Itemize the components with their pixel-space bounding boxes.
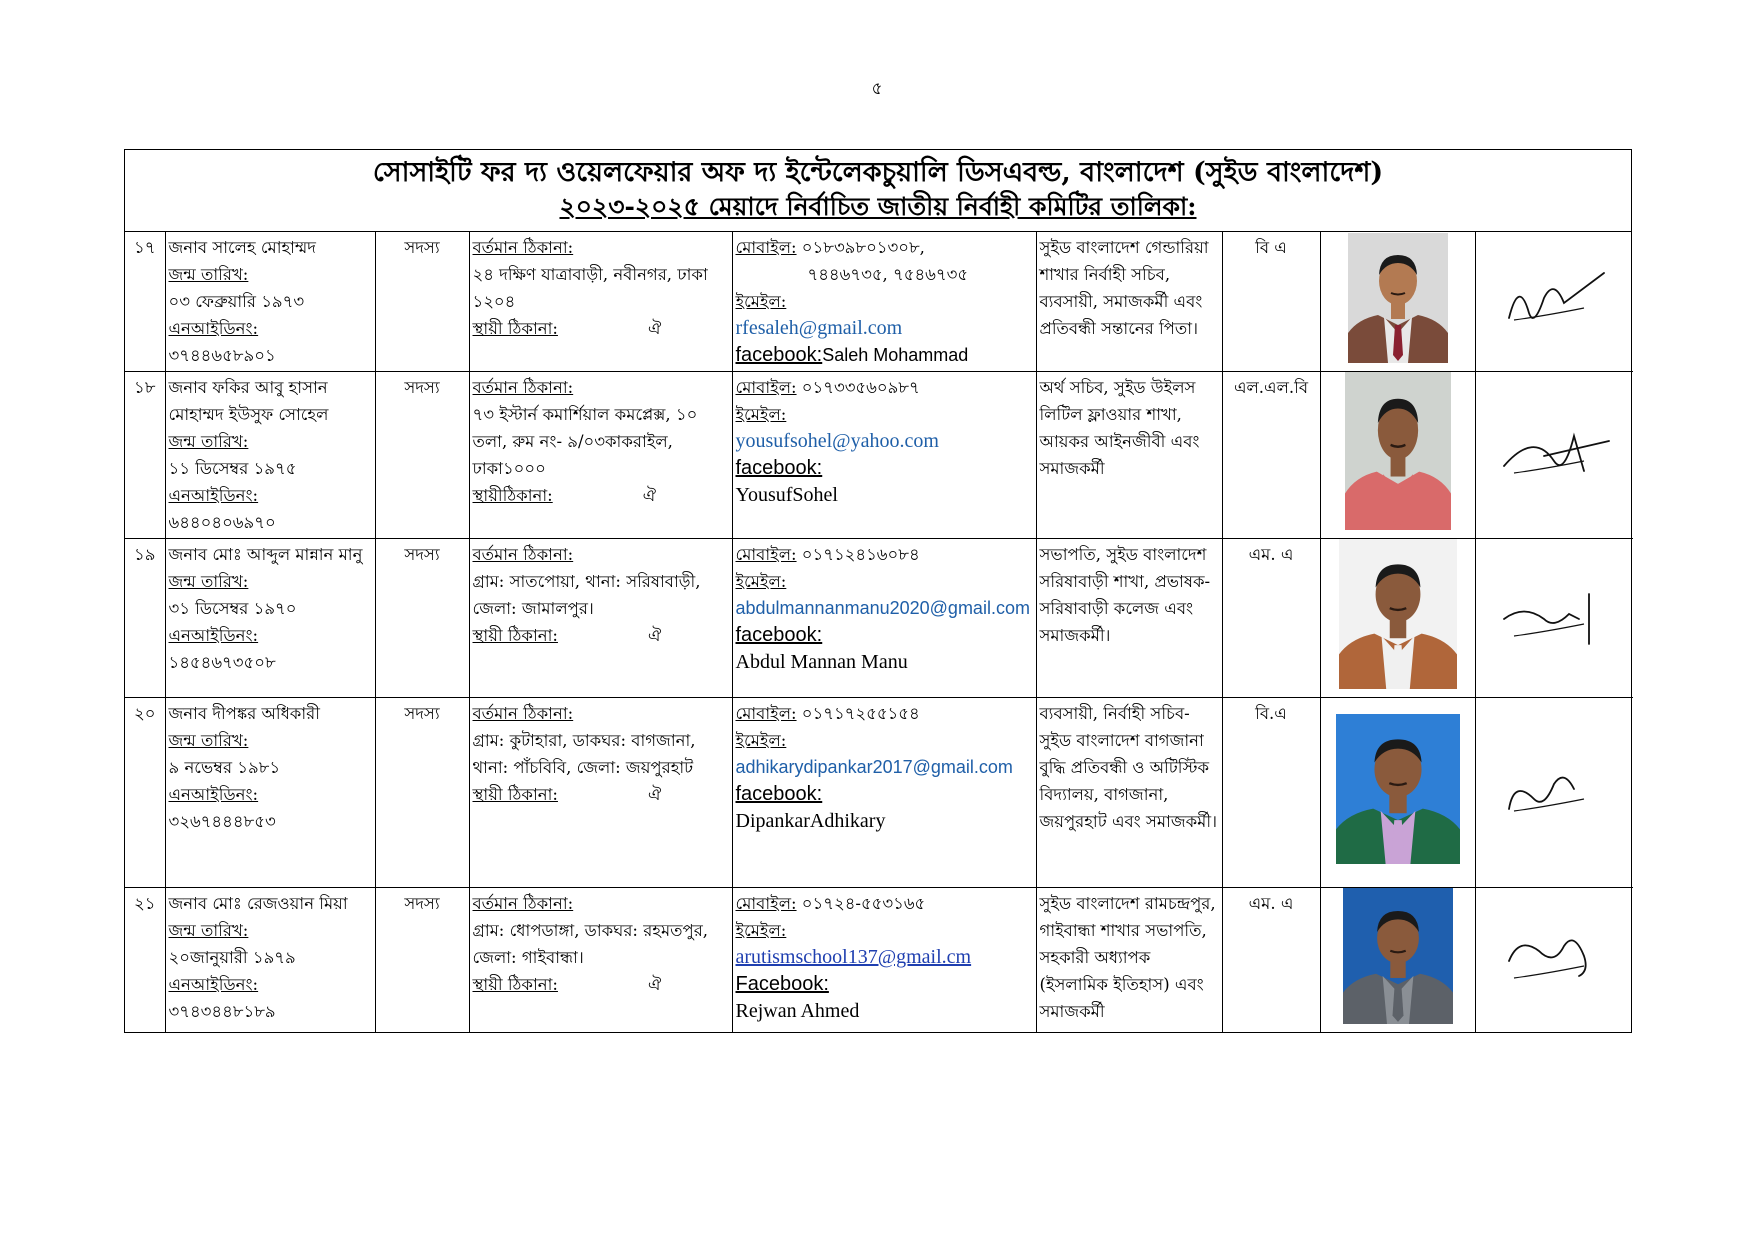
address-cell <box>469 888 732 1033</box>
member-identity-cell <box>165 888 375 1033</box>
facebook-handle: YousufSohel <box>735 484 838 506</box>
email-label: ইমেইল: <box>735 572 787 591</box>
contact-cell <box>732 372 1036 539</box>
table-row <box>125 232 1633 372</box>
mobile-number: ৭৪৪৬৭৩৫, ৭৫৪৬৭৩৫ <box>807 265 969 284</box>
dob-value: ৩১ ডিসেম্বর ১৯৭০ <box>168 599 297 618</box>
committee-subtitle: ২০২৩-২০২৫ মেয়াদে নির্বাচিত জাতীয় নির্বাহী কমিটির তালিকা: <box>559 192 1197 221</box>
present-address-line: ২৪ দক্ষিণ যাত্রাবাড়ী, নবীনগর, ঢাকা <box>472 265 708 284</box>
designation: সুইড বাংলাদেশ রামচন্দ্রপুর, গাইবান্ধা শাখার সভাপতি, সহকারী অধ্যাপক (ইসলামিক ইতিহাস) এবং সমাজকর্মী <box>1036 888 1222 1033</box>
serial-number: ১৮ <box>125 372 165 539</box>
education: এম. এ <box>1222 888 1320 1033</box>
signature-cell <box>1475 698 1633 888</box>
mobile-label: মোবাইল: <box>735 545 797 564</box>
dob-value: ০৩ ফেব্রুয়ারি ১৯৭৩ <box>168 292 305 311</box>
mobile-label: মোবাইল: <box>735 894 797 913</box>
member-name: জনাব ফকির আবু হাসান মোহাম্মদ ইউসুফ সোহেল <box>168 378 329 424</box>
dob-label: জন্ম তারিখ: <box>168 572 249 591</box>
dob-label: জন্ম তারিখ: <box>168 731 249 750</box>
nid-label: এনআইডিনং: <box>168 626 259 645</box>
mobile-first: ০১৭১২৪১৬০৮৪ <box>801 545 920 564</box>
nid-label: এনআইডিনং: <box>168 486 259 505</box>
email-link[interactable]: abdulmannanmanu2020@gmail.com <box>735 598 1030 618</box>
member-identity-cell <box>165 372 375 539</box>
mobile-label: মোবাইল: <box>735 704 797 723</box>
mobile-first: ০১৭২৪-৫৫৩১৬৫ <box>801 894 926 913</box>
signature-image <box>1494 749 1614 837</box>
facebook-handle: Saleh Mohammad <box>822 345 969 365</box>
designation: সুইড বাংলাদেশ গেন্ডারিয়া শাখার নির্বাহী সচিব, ব্যবসায়ী, সমাজকর্মী এবং প্রতিবন্ধী সন্তানের পিতা। <box>1036 232 1222 372</box>
facebook-label: facebook: <box>735 344 823 366</box>
member-name: জনাব মোঃ আব্দুল মান্নান মানু <box>168 545 363 564</box>
education: বি এ <box>1222 232 1320 372</box>
email-link[interactable]: yousufsohel@yahoo.com <box>735 430 939 452</box>
nid-value: ৬৪৪০৪০৬৯৭০ <box>168 513 276 532</box>
permanent-address-same: ঐ <box>647 785 662 804</box>
table-row <box>125 698 1633 888</box>
mobile-first: ০১৭৩৩৫৬০৯৮৭ <box>801 378 920 397</box>
facebook-handle: DipankarAdhikary <box>735 810 886 832</box>
present-address-line: গ্রাম: ধোপডাঙ্গা, ডাকঘর: রহমতপুর, জেলা: গাইবান্ধা। <box>472 921 709 967</box>
address-cell <box>469 232 732 372</box>
nid-value: ৩৭৪৩৪৪৮১৮৯ <box>168 1002 276 1021</box>
address-cell <box>469 372 732 539</box>
committee-table-frame <box>124 149 1632 1033</box>
member-identity-cell <box>165 539 375 698</box>
present-address-line: ৭৩ ইস্টার্ন কমার্শিয়াল কমপ্লেক্স, ১০ তলা, রুম নং- ৯/০৩কাকরাইল, ঢাকা১০০০ <box>472 405 698 478</box>
permanent-address-same: ঐ <box>642 486 656 505</box>
dob-label: জন্ম তারিখ: <box>168 921 249 940</box>
signature-image <box>1494 916 1614 1004</box>
permanent-address-same: ঐ <box>647 626 662 645</box>
photo-cell <box>1320 698 1475 888</box>
photo-cell <box>1320 372 1475 539</box>
member-photo <box>1336 714 1460 864</box>
nid-label: এনআইডিনং: <box>168 785 259 804</box>
member-name: জনাব দীপঙ্কর অধিকারী <box>168 704 320 723</box>
designation: সভাপতি, সুইড বাংলাদেশ সরিষাবাড়ী শাখা, প্রভাষক- সরিষাবাড়ী কলেজ এবং সমাজকর্মী। <box>1036 539 1222 698</box>
dob-value: ১১ ডিসেম্বর ১৯৭৫ <box>168 459 297 478</box>
table-header <box>125 150 1631 232</box>
education: বি.এ <box>1222 698 1320 888</box>
education: এম. এ <box>1222 539 1320 698</box>
permanent-address-label: স্থায়ীঠিকানা: <box>472 486 553 505</box>
facebook-handle: Rejwan Ahmed <box>735 1000 860 1022</box>
present-address-line: ১২০৪ <box>472 292 516 311</box>
email-link[interactable]: arutismschool137@gmail.cm <box>735 946 972 968</box>
signature-image <box>1494 574 1614 662</box>
email-link[interactable]: adhikarydipankar2017@gmail.com <box>735 757 1013 777</box>
designation: অর্থ সচিব, সুইড উইলস লিটিল ফ্লাওয়ার শাখা, আয়কর আইনজীবী এবং সমাজকর্মী <box>1036 372 1222 539</box>
permanent-address-label: স্থায়ী ঠিকানা: <box>472 626 558 645</box>
facebook-handle: Abdul Mannan Manu <box>735 651 908 673</box>
serial-number: ২১ <box>125 888 165 1033</box>
permanent-address-same: ঐ <box>647 975 662 994</box>
present-address-line: গ্রাম: সাতপোয়া, থানা: সরিষাবাড়ী, জেলা: জামালপুর। <box>472 572 701 618</box>
member-role: সদস্য <box>375 372 469 539</box>
nid-label: এনআইডিনং: <box>168 319 259 338</box>
present-address-label: বর্তমান ঠিকানা: <box>472 545 574 564</box>
signature-image <box>1494 411 1614 499</box>
nid-value: ৩২৬৭৪৪৪৮৫৩ <box>168 812 276 831</box>
member-identity-cell <box>165 232 375 372</box>
serial-number: ১৭ <box>125 232 165 372</box>
address-cell <box>469 539 732 698</box>
member-role: সদস্য <box>375 888 469 1033</box>
contact-cell <box>732 539 1036 698</box>
contact-cell <box>732 232 1036 372</box>
page-number: ৫ <box>871 79 883 99</box>
nid-value: ৩৭৪৪৬৫৮৯০১ <box>168 346 276 365</box>
facebook-label: facebook: <box>735 783 823 805</box>
table-row <box>125 372 1633 539</box>
mobile-label: মোবাইল: <box>735 238 797 257</box>
contact-cell <box>732 888 1036 1033</box>
present-address-label: বর্তমান ঠিকানা: <box>472 704 574 723</box>
permanent-address-label: স্থায়ী ঠিকানা: <box>472 785 558 804</box>
mobile-label: মোবাইল: <box>735 378 797 397</box>
photo-cell <box>1320 888 1475 1033</box>
email-label: ইমেইল: <box>735 921 787 940</box>
mobile-first: ০১৮৩৯৮০১৩০৮, <box>801 238 925 257</box>
photo-cell <box>1320 232 1475 372</box>
member-photo <box>1339 539 1457 689</box>
signature-cell <box>1475 539 1633 698</box>
photo-cell <box>1320 539 1475 698</box>
signature-cell <box>1475 372 1633 539</box>
serial-number: ২০ <box>125 698 165 888</box>
member-photo <box>1343 888 1453 1024</box>
member-name: জনাব সালেহ মোহাম্মদ <box>168 238 316 257</box>
permanent-address-label: স্থায়ী ঠিকানা: <box>472 319 558 338</box>
email-label: ইমেইল: <box>735 292 787 311</box>
dob-value: ৯ নভেম্বর ১৯৮১ <box>168 758 281 777</box>
member-photo <box>1348 233 1448 363</box>
facebook-label: facebook: <box>735 624 823 646</box>
email-link[interactable]: rfesaleh@gmail.com <box>735 317 903 339</box>
dob-value: ২০জানুয়ারী ১৯৭৯ <box>168 948 296 967</box>
member-table <box>125 232 1633 1032</box>
member-photo <box>1345 372 1451 530</box>
permanent-address-label: স্থায়ী ঠিকানা: <box>472 975 558 994</box>
present-address-line: গ্রাম: কুটাহারা, ডাকঘর: বাগজানা, থানা: পাঁচবিবি, জেলা: জয়পুরহাট <box>472 731 696 777</box>
address-cell <box>469 698 732 888</box>
serial-number: ১৯ <box>125 539 165 698</box>
email-label: ইমেইল: <box>735 405 787 424</box>
education: এল.এল.বি <box>1222 372 1320 539</box>
email-label: ইমেইল: <box>735 731 787 750</box>
signature-cell <box>1475 232 1633 372</box>
member-role: সদস্য <box>375 232 469 372</box>
present-address-label: বর্তমান ঠিকানা: <box>472 894 574 913</box>
present-address-label: বর্তমান ঠিকানা: <box>472 238 574 257</box>
permanent-address-same: ঐ <box>647 319 662 338</box>
table-row <box>125 888 1633 1033</box>
facebook-label: Facebook: <box>735 973 829 995</box>
dob-label: জন্ম তারিখ: <box>168 432 249 451</box>
present-address-label: বর্তমান ঠিকানা: <box>472 378 574 397</box>
table-row <box>125 539 1633 698</box>
facebook-label: facebook: <box>735 457 823 479</box>
nid-label: এনআইডিনং: <box>168 975 259 994</box>
member-identity-cell <box>165 698 375 888</box>
member-role: সদস্য <box>375 539 469 698</box>
organization-title: সোসাইটি ফর দ্য ওয়েলফেয়ার অফ দ্য ইন্টেলেকচুয়ালি ডিসএবল্ড, বাংলাদেশ (সুইড বাংলাদেশ) <box>372 157 1384 188</box>
member-name: জনাব মোঃ রেজওয়ান মিয়া <box>168 894 348 913</box>
designation: ব্যবসায়ী, নির্বাহী সচিব- সুইড বাংলাদেশ বাগজানা বুদ্ধি প্রতিবন্ধী ও অটিস্টিক বিদ্যালয়, বাগজানা, জয়পুরহাট এবং সমাজকর্মী। <box>1036 698 1222 888</box>
signature-image <box>1494 258 1614 346</box>
mobile-first: ০১৭১৭২৫৫১৫৪ <box>801 704 920 723</box>
signature-cell <box>1475 888 1633 1033</box>
member-role: সদস্য <box>375 698 469 888</box>
contact-cell <box>732 698 1036 888</box>
dob-label: জন্ম তারিখ: <box>168 265 249 284</box>
nid-value: ১৪৫৪৬৭৩৫০৮ <box>168 653 276 672</box>
